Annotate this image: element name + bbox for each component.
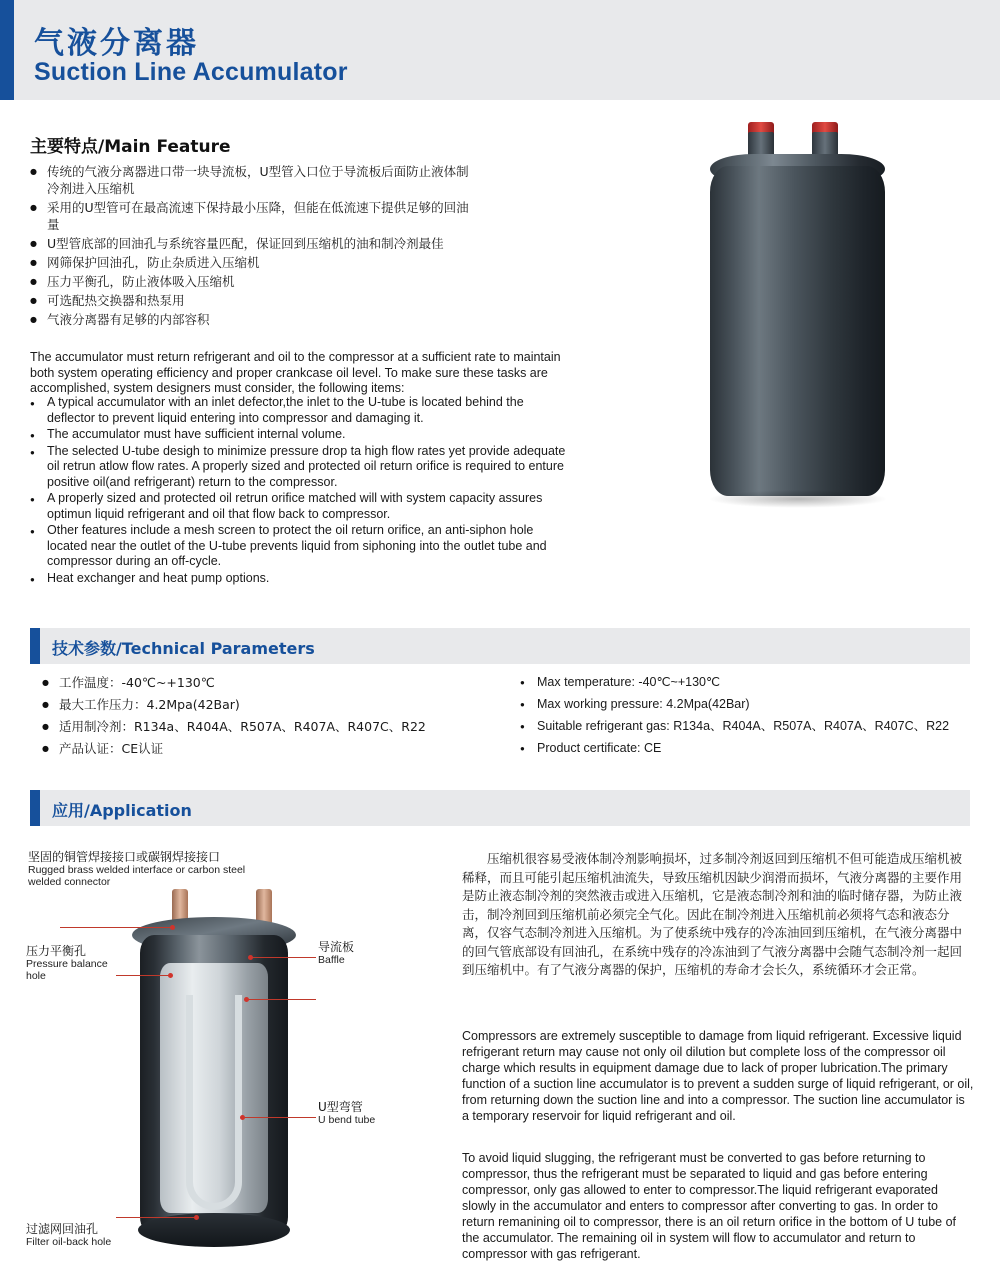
callout-pressure-balance-hole xyxy=(26,945,118,983)
cutaway-diagram xyxy=(20,845,440,1265)
main-feature-cn-list xyxy=(30,163,470,330)
shell-bottom-cap xyxy=(138,1213,290,1247)
callout-cn: 坚固的铜管焊接接口或碳钢焊接接口 xyxy=(28,850,221,864)
list-item: ● U型管底部的回油孔与系统容量匹配，保证回到压缩机的油和制冷剂最佳 xyxy=(30,235,470,252)
section-accent-bar xyxy=(30,790,40,826)
list-item: ● 最大工作压力：4.2Mpa(42Bar) xyxy=(42,696,512,713)
technical-cn-list xyxy=(42,674,512,762)
callout-cn: U型弯管 xyxy=(318,1100,363,1114)
paragraph: To avoid liquid slugging, the refrigerant must be converted to gas before returning to compressor, thus the refrigerant must be separated to liquid and gas before entering compressor, only gas allowed to enter to compressor.The liquid refrigerant evaporated slowly in the accumulator and enters to compressor after converting to gas. In order to return remanining oil to compressor, there is an oil return orifice in the bottom of U tube of the accumulator. The remaining oil in system will flow to accumulator and return to compressor with gas refrigerant. xyxy=(462,1151,956,1261)
list-item: ● 工作温度：-40℃~+130℃ xyxy=(42,674,512,691)
leader-dot xyxy=(170,925,175,930)
list-item: ● 压力平衡孔，防止液体吸入压缩机 xyxy=(30,273,470,290)
list-item: ● 适用制冷剂：R134a、R404A、R507A、R407A、R407C、R22 xyxy=(42,718,512,735)
paragraph: 压缩机很容易受液体制冷剂影响损坏，过多制冷剂返回到压缩机不但可能造成压缩机被稀释，而且可能引起压缩机油流失，导致压缩机因缺少润滑而损坏，气液分离器的主要作用是防止液态制冷剂的突然液击或进入压缩机，它是液态制冷剂和油的临时储存器，为防止液击，制冷剂回到压缩机前必须完全气化。因此在制冷剂进入压缩机前必须将气态和液态分离，仅容气态制冷剂进入压缩机。为了使系统中残存的冷冻油回到压缩机，在气液分离器中的回气管底部设有回油孔，在系统中残存的冷冻油到了气液分离器中会随气态制冷剂一起回到压缩机中。有了气液分离器的保护，压缩机的寿命才会长久，系统循环才会正常。 xyxy=(462,851,963,977)
paragraph: Compressors are extremely susceptible to damage from liquid refrigerant. Excessive liquid refrigerant return may cause not only oil dilution but complete loss of the compressor oil charge which results in equipment damage due to lack of proper lubrication.The primary function of a suction line accumulator is to prevent a sudden surge of liquid refrigerant, or oil, from returning down the suction line and into a compressor. The suction line accumulator is a temporary reservoir for liquid refrigerant and oil. xyxy=(462,1029,974,1123)
callout-filter-oil-back-hole xyxy=(26,1223,136,1248)
list-item: ● 网筛保护回油孔，防止杂质进入压缩机 xyxy=(30,254,470,271)
tank-body xyxy=(710,166,885,496)
header-accent-bar xyxy=(0,0,14,100)
leader-line xyxy=(116,975,170,976)
callout-en: Rugged brass welded interface or carbon steel welded connector xyxy=(28,863,246,888)
list-item: ● The accumulator must have sufficient internal volume. xyxy=(30,427,575,443)
u-bend-tube-shape xyxy=(186,995,242,1210)
leader-line xyxy=(252,957,316,958)
list-item: ● 采用的U型管可在最高流速下保持最小压降，但能在低流速下提供足够的回油量 xyxy=(30,199,470,233)
list-item: ● A typical accumulator with an inlet defector,the inlet to the U-tube is located behind the deflector to prevent liquid entering into compressor and damaging it. xyxy=(30,395,575,426)
technical-en-list xyxy=(520,674,980,762)
leader-line xyxy=(60,927,172,928)
callout-u-bend-tube xyxy=(318,1101,414,1126)
product-photo xyxy=(660,110,960,510)
list-item: ● Suitable refrigerant gas: R134a、R404A、R507A、R407A、R407C、R22 xyxy=(520,718,980,735)
list-item: ● 可选配热交换器和热泵用 xyxy=(30,292,470,309)
application-text-cn xyxy=(462,850,974,992)
application-text-en-2 xyxy=(462,1150,974,1274)
leader-line xyxy=(244,1117,316,1118)
main-feature-en-list xyxy=(30,395,575,587)
callout-en: Pressure balance hole xyxy=(26,957,108,982)
application-heading: 应用/Application xyxy=(52,801,192,820)
main-feature-intro-paragraph: The accumulator must return refrigerant and oil to the compressor at a sufficient rate to maintain both system operating efficiency and proper crankcase oil level. To make sure these tasks are accomplished, system designers must consider, the following items: xyxy=(30,350,561,395)
application-section-header xyxy=(30,790,970,826)
leader-dot xyxy=(244,997,249,1002)
application-text-en-1 xyxy=(462,1028,974,1136)
list-item: ● Heat exchanger and heat pump options. xyxy=(30,571,575,587)
list-item: ● 产品认证：CE认证 xyxy=(42,740,512,757)
list-item: ● Max working pressure: 4.2Mpa(42Bar) xyxy=(520,696,980,713)
callout-baffle xyxy=(318,941,414,966)
leader-dot xyxy=(240,1115,245,1120)
callout-welded-connector xyxy=(28,851,268,889)
callout-cn: 导流板 xyxy=(318,940,355,954)
list-item: ● 传统的气液分离器进口带一块导流板，U型管入口位于导流板后面防止液体制冷剂进入压缩机 xyxy=(30,163,470,197)
list-item: ● Product certificate: CE xyxy=(520,740,980,757)
callout-en: U bend tube xyxy=(318,1113,376,1126)
page-title-cn: 气液分离器 xyxy=(34,26,199,61)
callout-cn: 过滤网回油孔 xyxy=(26,1222,99,1236)
callout-en: Filter oil-back hole xyxy=(26,1235,112,1248)
technical-heading: 技术参数/Technical Parameters xyxy=(52,639,315,658)
callout-en: Baffle xyxy=(318,953,345,966)
list-item: ● The selected U-tube desigh to minimize pressure drop ta high flow rates yet provide adequate oil retrun atlow flow rates. A properly sized and protected oil return orifice is required to enture positive oil(and refrigerant) return to the compressor. xyxy=(30,444,575,491)
page-title-en: Suction Line Accumulator xyxy=(34,58,348,86)
main-feature-heading: 主要特点/Main Feature xyxy=(30,137,231,157)
tank-shadow xyxy=(708,490,888,508)
list-item: ● Other features include a mesh screen to protect the oil return orifice, an anti-siphon hole located near the outlet of the U-tube prevents liquid from siphoning into the outlet tube and compressor during an off-cycle. xyxy=(30,523,575,570)
list-item: ● A properly sized and protected oil retrun orifice matched will with system capacity assures optimun liquid refrigerant and oil that flow back to compressor. xyxy=(30,491,575,522)
leader-dot xyxy=(194,1215,199,1220)
list-item: ● 气液分离器有足够的内部容积 xyxy=(30,311,470,328)
leader-line xyxy=(248,999,316,1000)
technical-section-header xyxy=(30,628,970,664)
leader-dot xyxy=(248,955,253,960)
section-accent-bar xyxy=(30,628,40,664)
page-header xyxy=(0,0,1000,100)
leader-line xyxy=(116,1217,196,1218)
list-item: ● Max temperature: -40℃~+130℃ xyxy=(520,674,980,691)
callout-cn: 压力平衡孔 xyxy=(26,944,87,958)
leader-dot xyxy=(168,973,173,978)
